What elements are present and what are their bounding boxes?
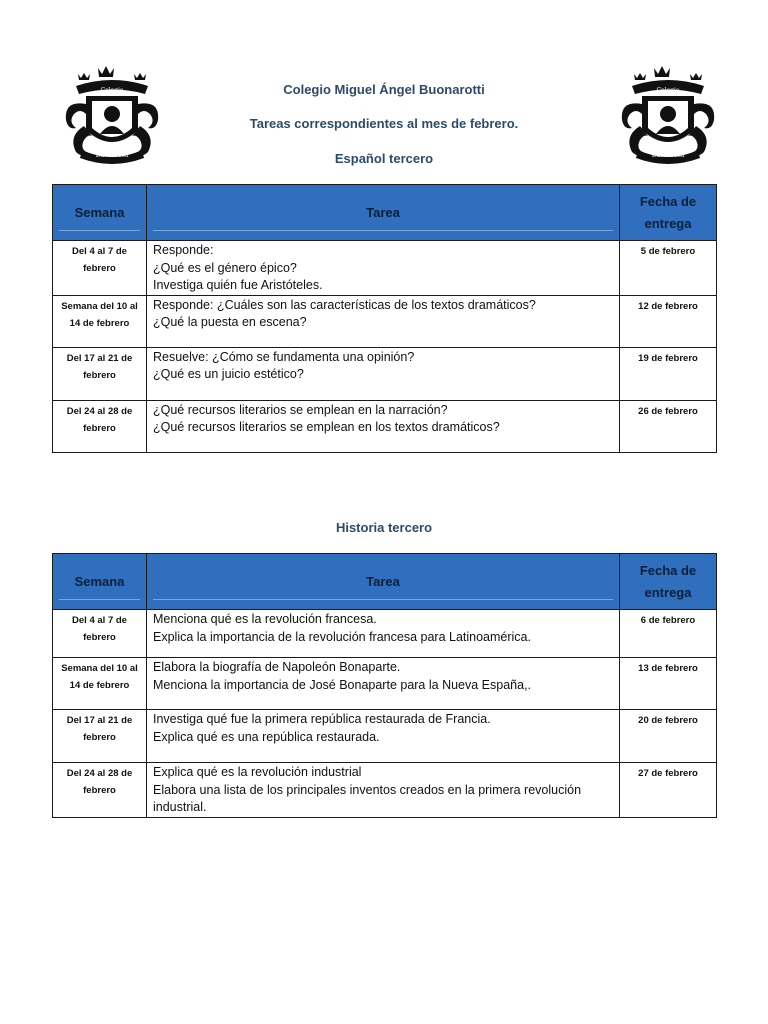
- column-header-semana: Semana: [53, 554, 147, 610]
- column-header-fecha: Fecha de entrega: [620, 554, 717, 610]
- section-title-espanol: Español tercero: [334, 151, 434, 166]
- column-header-fecha: Fecha de entrega: [620, 185, 717, 241]
- task-cell: Investiga qué fue la primera república restaurada de Francia. Explica qué es una república restaurada.: [147, 710, 620, 763]
- due-date-cell: 19 de febrero: [620, 347, 717, 400]
- week-cell: Del 17 al 21 de febrero: [53, 347, 147, 400]
- task-cell: Resuelve: ¿Cómo se fundamenta una opinión? ¿Qué es un juicio estético?: [147, 347, 620, 400]
- task-cell: Menciona qué es la revolución francesa. Explica la importancia de la revolución francesa para Latinoamérica.: [147, 610, 620, 658]
- table-row: [53, 610, 717, 658]
- task-cell: Elabora la biografía de Napoleón Bonaparte. Menciona la importancia de José Bonaparte para la Nueva España,.: [147, 658, 620, 710]
- historia-task-table: [52, 553, 717, 818]
- column-header-tarea: Tarea: [147, 185, 620, 241]
- svg-text:Buonarotti: Buonarotti: [95, 152, 129, 159]
- week-cell: Del 24 al 28 de febrero: [53, 763, 147, 818]
- week-cell: Del 24 al 28 de febrero: [53, 400, 147, 452]
- task-cell: ¿Qué recursos literarios se emplean en la narración? ¿Qué recursos literarios se emplean en los textos dramáticos?: [147, 400, 620, 452]
- table-header-row: [53, 185, 717, 241]
- table-row: [53, 295, 717, 347]
- table-row: [53, 710, 717, 763]
- table-row: [53, 763, 717, 818]
- svg-text:Colegio: Colegio: [100, 87, 124, 94]
- table-row: [53, 400, 717, 452]
- week-cell: Del 4 al 7 de febrero: [53, 610, 147, 658]
- table-row: [53, 241, 717, 296]
- due-date-cell: 27 de febrero: [620, 763, 717, 818]
- table-row: [53, 347, 717, 400]
- school-crest-icon: [614, 64, 722, 172]
- due-date-cell: 13 de febrero: [620, 658, 717, 710]
- due-date-cell: 12 de febrero: [620, 295, 717, 347]
- espanol-task-table: [52, 184, 717, 453]
- page-subtitle: Tareas correspondientes al mes de febrero.: [249, 116, 519, 131]
- week-cell: Semana del 10 al 14 de febrero: [53, 295, 147, 347]
- school-name: Colegio Miguel Ángel Buonarotti: [283, 82, 485, 97]
- table-row: [53, 658, 717, 710]
- page-header: [0, 0, 768, 180]
- table-header-row: [53, 554, 717, 610]
- week-cell: Del 17 al 21 de febrero: [53, 710, 147, 763]
- task-cell: Explica qué es la revolución industrial Elabora una lista de los principales inventos creados en la primera revolución industrial.: [147, 763, 620, 818]
- column-header-semana: Semana: [53, 185, 147, 241]
- due-date-cell: 5 de febrero: [620, 241, 717, 296]
- section-title-historia: Historia tercero: [335, 520, 433, 535]
- svg-text:Colegio: Colegio: [656, 87, 680, 94]
- week-cell: Del 4 al 7 de febrero: [53, 241, 147, 296]
- column-header-tarea: Tarea: [147, 554, 620, 610]
- svg-text:Buonarotti: Buonarotti: [651, 152, 685, 159]
- week-cell: Semana del 10 al 14 de febrero: [53, 658, 147, 710]
- task-cell: Responde: ¿Cuáles son las características de los textos dramáticos? ¿Qué la puesta en escena?: [147, 295, 620, 347]
- due-date-cell: 20 de febrero: [620, 710, 717, 763]
- due-date-cell: 26 de febrero: [620, 400, 717, 452]
- task-cell: Responde: ¿Qué es el género épico? Investiga quién fue Aristóteles.: [147, 241, 620, 296]
- due-date-cell: 6 de febrero: [620, 610, 717, 658]
